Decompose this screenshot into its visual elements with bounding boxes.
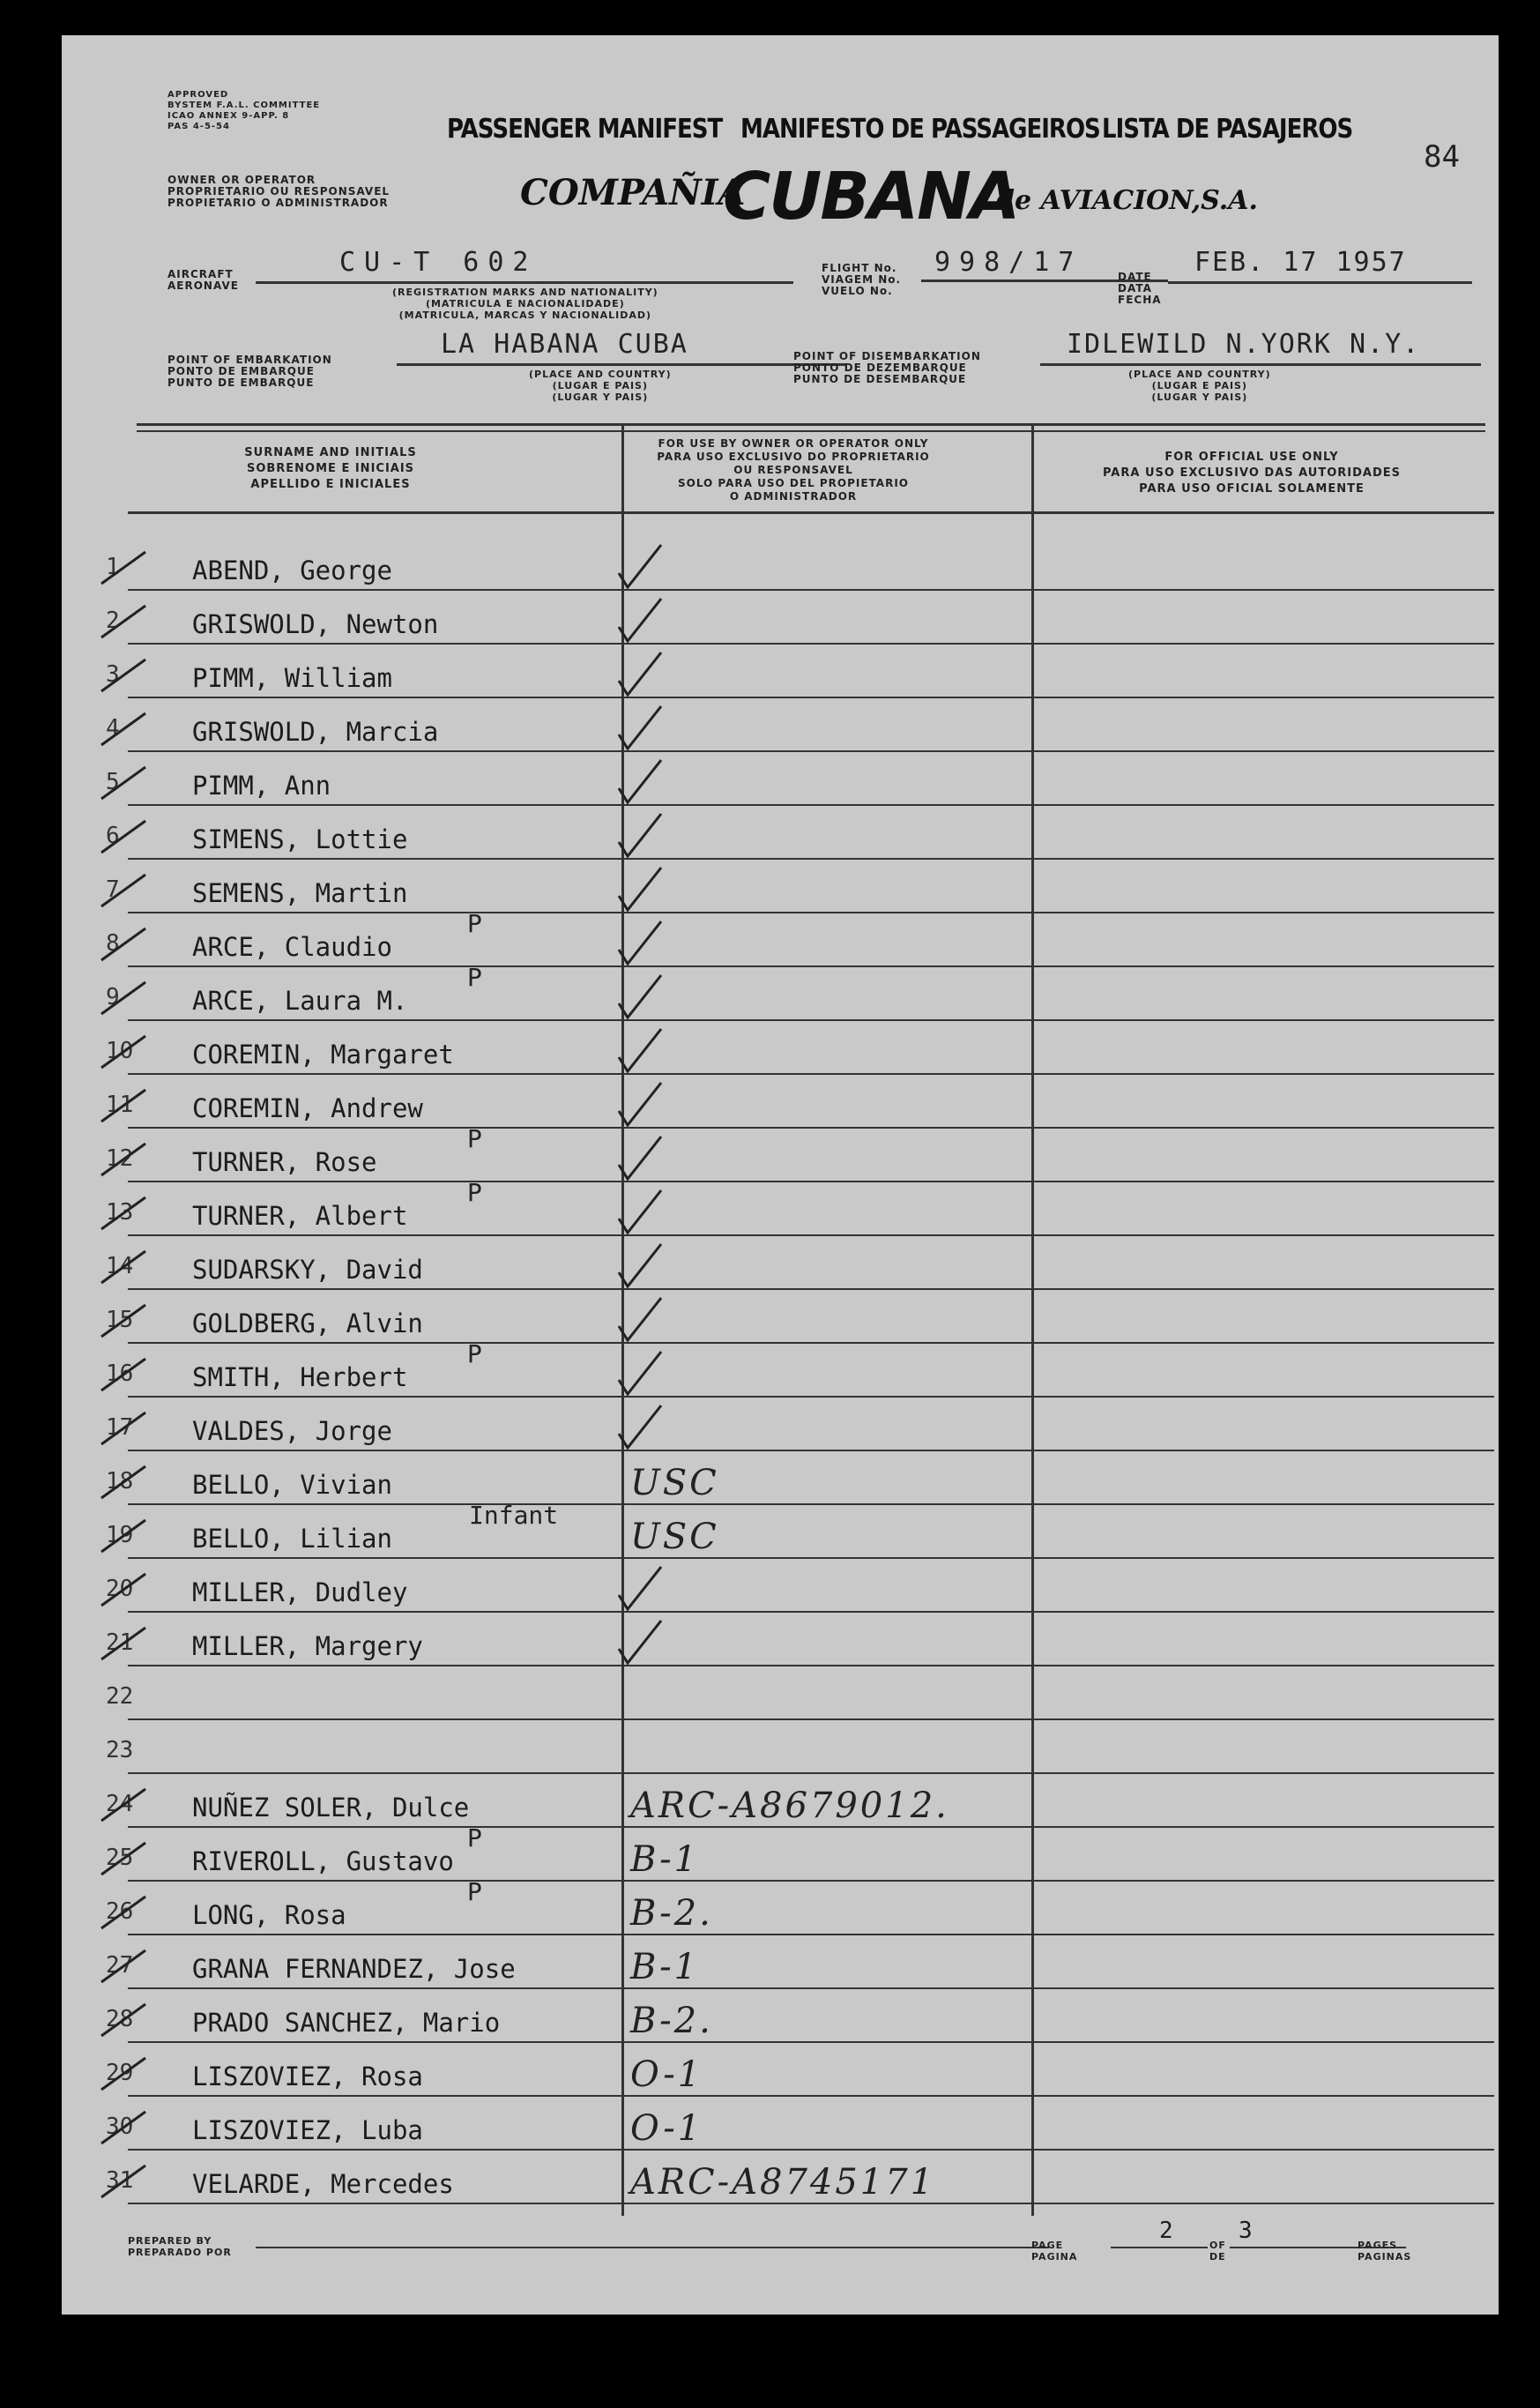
row-number: 1 — [106, 554, 120, 580]
flight-label-line: VUELO No. — [822, 285, 893, 297]
passenger-mark: P — [467, 909, 482, 938]
number-strike-mark — [101, 2004, 145, 2036]
passenger-name: SUDARSKY, David — [192, 1255, 423, 1285]
row-number: 20 — [106, 1576, 134, 1602]
number-strike-mark — [101, 1036, 145, 1068]
passenger-name: NUÑEZ SOLER, Dulce — [192, 1793, 470, 1823]
page-label — [1031, 2240, 1077, 2263]
row-number: 2 — [106, 608, 120, 634]
row-number: 22 — [106, 1683, 134, 1710]
page-ref-number: 84 — [1424, 139, 1460, 175]
aircraft-label-en: AIRCRAFT — [167, 268, 234, 280]
owner-label: PROPIETARIO O ADMINISTRADOR — [167, 197, 389, 209]
check-mark — [619, 1405, 661, 1448]
passenger-name: MILLER, Margery — [192, 1631, 423, 1661]
number-strike-mark — [101, 767, 145, 799]
passenger-name: LISZOVIEZ, Rosa — [192, 2061, 423, 2091]
title-en: PASSENGER MANIFEST — [447, 114, 723, 145]
row-number: 18 — [106, 1468, 134, 1495]
approval-line: BYSTEM F.A.L. COMMITTEE — [167, 101, 321, 110]
row-number: 27 — [106, 1952, 134, 1979]
number-strike-mark — [101, 1574, 145, 1606]
passenger-mark: P — [467, 963, 482, 992]
check-mark — [619, 1298, 661, 1340]
of-label — [1209, 2240, 1226, 2263]
number-strike-mark — [101, 1628, 145, 1659]
check-mark — [619, 1137, 661, 1179]
column-header-line: PARA USO OFICIAL SOLAMENTE — [1139, 482, 1365, 496]
row-number: 7 — [106, 876, 120, 903]
row-number: 15 — [106, 1307, 134, 1333]
embarkation-sub-line: (PLACE AND COUNTRY) — [529, 369, 672, 380]
number-strike-mark — [101, 1359, 145, 1390]
number-strike-mark — [101, 1305, 145, 1337]
flight-label-line: VIAGEM No. — [822, 273, 902, 286]
company-logo-big: CUBANA — [723, 159, 1019, 235]
passenger-mark: P — [467, 1339, 482, 1368]
pages-label-line: PAGES — [1358, 2240, 1398, 2251]
aircraft-sub-line: (REGISTRATION MARKS AND NATIONALITY) — [392, 287, 658, 298]
aircraft-sub-line: (MATRICULA E NACIONALIDADE) — [425, 298, 625, 309]
manifest-page — [62, 35, 1499, 2315]
passenger-name: VELARDE, Mercedes — [192, 2169, 454, 2199]
passenger-name: PRADO SANCHEZ, Mario — [192, 2008, 501, 2038]
page-underline — [1111, 2247, 1208, 2248]
passenger-mark: Infant — [469, 1501, 559, 1530]
approval-line: ICAO ANNEX 9-APP. 8 — [167, 111, 290, 121]
disembarkation-value: IDLEWILD N.YORK N.Y. — [1067, 329, 1421, 360]
row-number: 19 — [106, 1522, 134, 1548]
passenger-name: COREMIN, Margaret — [192, 1040, 454, 1070]
check-mark — [619, 545, 661, 587]
check-mark — [619, 1244, 661, 1286]
disembarkation-sub-line: (LUGAR E PAIS) — [1151, 380, 1247, 391]
number-strike-mark — [101, 928, 145, 960]
embarkation-label-line: POINT OF EMBARKATION — [167, 354, 332, 366]
owner-note: B-1 — [630, 1839, 700, 1880]
row-number: 28 — [106, 2006, 134, 2032]
number-strike-mark — [101, 1843, 145, 1875]
passenger-name: ARCE, Claudio — [192, 932, 392, 962]
check-mark — [619, 868, 661, 910]
prepared-by-line: PREPARED BY — [128, 2235, 212, 2247]
owner-note: ARC-A8745171 — [630, 2162, 936, 2203]
row-number: 17 — [106, 1414, 134, 1441]
row-number: 4 — [106, 715, 120, 742]
row-number: 26 — [106, 1898, 134, 1925]
passenger-name: PIMM, William — [192, 663, 392, 693]
disembarkation-label-line: POINT OF DISEMBARKATION — [793, 350, 981, 362]
flight-label-line: FLIGHT No. — [822, 262, 897, 274]
column-header-line: OU RESPONSAVEL — [733, 464, 853, 476]
row-number: 25 — [106, 1845, 134, 1871]
column-header-line: FOR OFFICIAL USE ONLY — [1164, 451, 1339, 464]
check-mark — [619, 652, 661, 695]
embarkation-label-line: PONTO DE EMBARQUE — [167, 365, 315, 377]
prepared-by-underline — [256, 2247, 1049, 2248]
passenger-name: SIMENS, Lottie — [192, 824, 408, 854]
check-mark — [619, 706, 661, 749]
embarkation-value: LA HABANA CUBA — [441, 329, 688, 360]
passenger-name: VALDES, Jorge — [192, 1416, 392, 1446]
number-strike-mark — [101, 1090, 145, 1122]
passenger-name: SEMENS, Martin — [192, 878, 408, 908]
row-number: 11 — [106, 1092, 134, 1118]
disembarkation-sub-line: (LUGAR Y PAIS) — [1151, 391, 1248, 403]
passenger-mark: P — [467, 1823, 482, 1853]
passenger-mark: P — [467, 1124, 482, 1153]
column-header-line: O ADMINISTRADOR — [729, 490, 858, 503]
date-label-line: FECHA — [1118, 294, 1162, 306]
passenger-name: RIVEROLL, Gustavo — [192, 1846, 454, 1876]
aircraft-value: CU-T 602 — [339, 247, 538, 278]
number-strike-mark — [101, 1251, 145, 1283]
number-strike-mark — [101, 1413, 145, 1444]
number-strike-mark — [101, 552, 145, 584]
number-strike-mark — [101, 606, 145, 637]
prepared-by-line: PREPARADO POR — [128, 2247, 232, 2258]
number-strike-mark — [101, 982, 145, 1014]
date-value: FEB. 17 1957 — [1194, 247, 1407, 278]
disembarkation-label-line: PUNTO DE DESEMBARQUE — [793, 373, 967, 385]
title-es: LISTA DE PASAJEROS — [1102, 114, 1353, 145]
title-pt: MANIFESTO DE PASSAGEIROS — [740, 114, 1100, 145]
row-number: 3 — [106, 661, 120, 688]
number-strike-mark — [101, 713, 145, 745]
owner-note: USC — [630, 1517, 719, 1557]
aircraft-sub-line: (MATRICULA, MARCAS Y NACIONALIDAD) — [398, 309, 652, 321]
check-mark — [619, 760, 661, 802]
number-strike-mark — [101, 1520, 145, 1552]
owner-label: PROPRIETARIO OU RESPONSAVEL — [167, 185, 391, 198]
check-mark — [619, 975, 661, 1018]
row-number: 23 — [106, 1737, 134, 1763]
number-strike-mark — [101, 875, 145, 906]
passenger-mark: P — [467, 1178, 482, 1207]
passenger-name: SMITH, Herbert — [192, 1362, 408, 1392]
of-label-line: DE — [1209, 2251, 1226, 2263]
column-header-line: PARA USO EXCLUSIVO DAS AUTORIDADES — [1102, 466, 1402, 480]
passenger-name: BELLO, Vivian — [192, 1470, 392, 1500]
number-strike-mark — [101, 1197, 145, 1229]
number-strike-mark — [101, 1950, 145, 1982]
pages-label-line: PAGINAS — [1358, 2251, 1412, 2263]
owner-label: OWNER OR OPERATOR — [167, 174, 316, 186]
column-header-line: SURNAME AND INITIALS — [244, 446, 417, 459]
prepared-by-label — [128, 2235, 232, 2258]
check-mark — [619, 1621, 661, 1663]
passenger-name: GRISWOLD, Marcia — [192, 717, 439, 747]
row-number: 16 — [106, 1361, 134, 1387]
check-marks — [62, 35, 1499, 2315]
disembarkation-sub-line: (PLACE AND COUNTRY) — [1128, 369, 1271, 380]
number-strike-mark — [101, 821, 145, 853]
row-number: 21 — [106, 1629, 134, 1656]
owner-note: USC — [630, 1463, 719, 1503]
passenger-name: PIMM, Ann — [192, 771, 331, 801]
passenger-name: COREMIN, Andrew — [192, 1093, 423, 1123]
passenger-name: LISZOVIEZ, Luba — [192, 2115, 423, 2145]
number-strike-mark — [101, 2112, 145, 2143]
check-mark — [619, 599, 661, 641]
flight-value: 998/17 — [934, 247, 1083, 278]
page-label-line: PAGINA — [1031, 2251, 1078, 2263]
owner-note: O-1 — [630, 2054, 703, 2095]
passenger-name: GRISWOLD, Newton — [192, 609, 439, 639]
passenger-name: MILLER, Dudley — [192, 1577, 408, 1607]
company-logo-small: COMPAÑIA — [520, 172, 746, 213]
check-mark — [619, 1029, 661, 1071]
owner-note: ARC-A8679012. — [630, 1785, 949, 1826]
number-strike-mark — [101, 660, 145, 691]
owner-note: B-2. — [630, 2001, 713, 2041]
row-number: 31 — [106, 2167, 134, 2194]
column-header-line: SOLO PARA USO DEL PROPIETARIO — [677, 477, 909, 489]
number-strike-mark — [101, 2058, 145, 2090]
number-strike-mark — [101, 1466, 145, 1498]
number-strike-mark — [101, 1144, 145, 1175]
number-strike-mark — [101, 1789, 145, 1821]
owner-note: B-1 — [630, 1947, 700, 1987]
passenger-name: GRANA FERNANDEZ, Jose — [192, 1954, 516, 1984]
row-number: 6 — [106, 823, 120, 849]
embarkation-label-line: PUNTO DE EMBARQUE — [167, 376, 315, 389]
check-mark — [619, 1083, 661, 1125]
check-mark — [619, 1567, 661, 1609]
approval-line: APPROVED — [167, 90, 229, 100]
row-number: 10 — [106, 1038, 134, 1064]
row-number: 8 — [106, 930, 120, 957]
row-number: 14 — [106, 1253, 134, 1279]
row-number: 12 — [106, 1145, 134, 1172]
total-pages: 3 — [1239, 2218, 1253, 2244]
passenger-name: BELLO, Lilian — [192, 1524, 392, 1554]
page-number: 2 — [1159, 2218, 1173, 2244]
check-mark — [619, 921, 661, 964]
check-mark — [619, 1190, 661, 1233]
approval-line: PAS 4-5-54 — [167, 122, 230, 131]
row-number: 30 — [106, 2114, 134, 2140]
owner-note: O-1 — [630, 2108, 703, 2149]
aircraft-label-es: AERONAVE — [167, 280, 239, 292]
passenger-name: ARCE, Laura M. — [192, 986, 408, 1016]
row-number: 5 — [106, 769, 120, 795]
row-number: 29 — [106, 2060, 134, 2086]
check-mark — [619, 1352, 661, 1394]
passenger-name: GOLDBERG, Alvin — [192, 1308, 423, 1338]
row-number: 9 — [106, 984, 120, 1010]
column-header-line: APELLIDO E INICIALES — [250, 478, 411, 491]
column-header-line: FOR USE BY OWNER OR OPERATOR ONLY — [658, 437, 929, 450]
number-strike-mark — [101, 2166, 145, 2197]
date-label-line: DATA — [1118, 282, 1152, 294]
passenger-mark: P — [467, 1877, 482, 1906]
passenger-name: ABEND, George — [192, 555, 392, 585]
passenger-name: TURNER, Albert — [192, 1201, 408, 1231]
check-mark — [619, 814, 661, 856]
page-label-line: PAGE — [1031, 2240, 1064, 2251]
number-strike-mark — [101, 1897, 145, 1928]
company-logo-tail: de AVIACION,S.A. — [996, 185, 1258, 216]
pages-label — [1358, 2240, 1411, 2263]
passenger-name: TURNER, Rose — [192, 1147, 377, 1177]
row-number: 13 — [106, 1199, 134, 1226]
of-label-line: OF — [1209, 2240, 1226, 2251]
embarkation-sub-line: (LUGAR Y PAIS) — [552, 391, 649, 403]
column-header-line: SOBRENOME E INICIAIS — [246, 462, 415, 475]
disembarkation-label-line: PONTO DE DEZEMBARQUE — [793, 362, 967, 374]
embarkation-sub-line: (LUGAR E PAIS) — [552, 380, 648, 391]
owner-note: B-2. — [630, 1893, 713, 1934]
column-header-line: PARA USO EXCLUSIVO DO PROPRIETARIO — [657, 451, 930, 463]
date-label-line: DATE — [1118, 271, 1152, 283]
passenger-name: LONG, Rosa — [192, 1900, 346, 1930]
row-number: 24 — [106, 1791, 134, 1817]
